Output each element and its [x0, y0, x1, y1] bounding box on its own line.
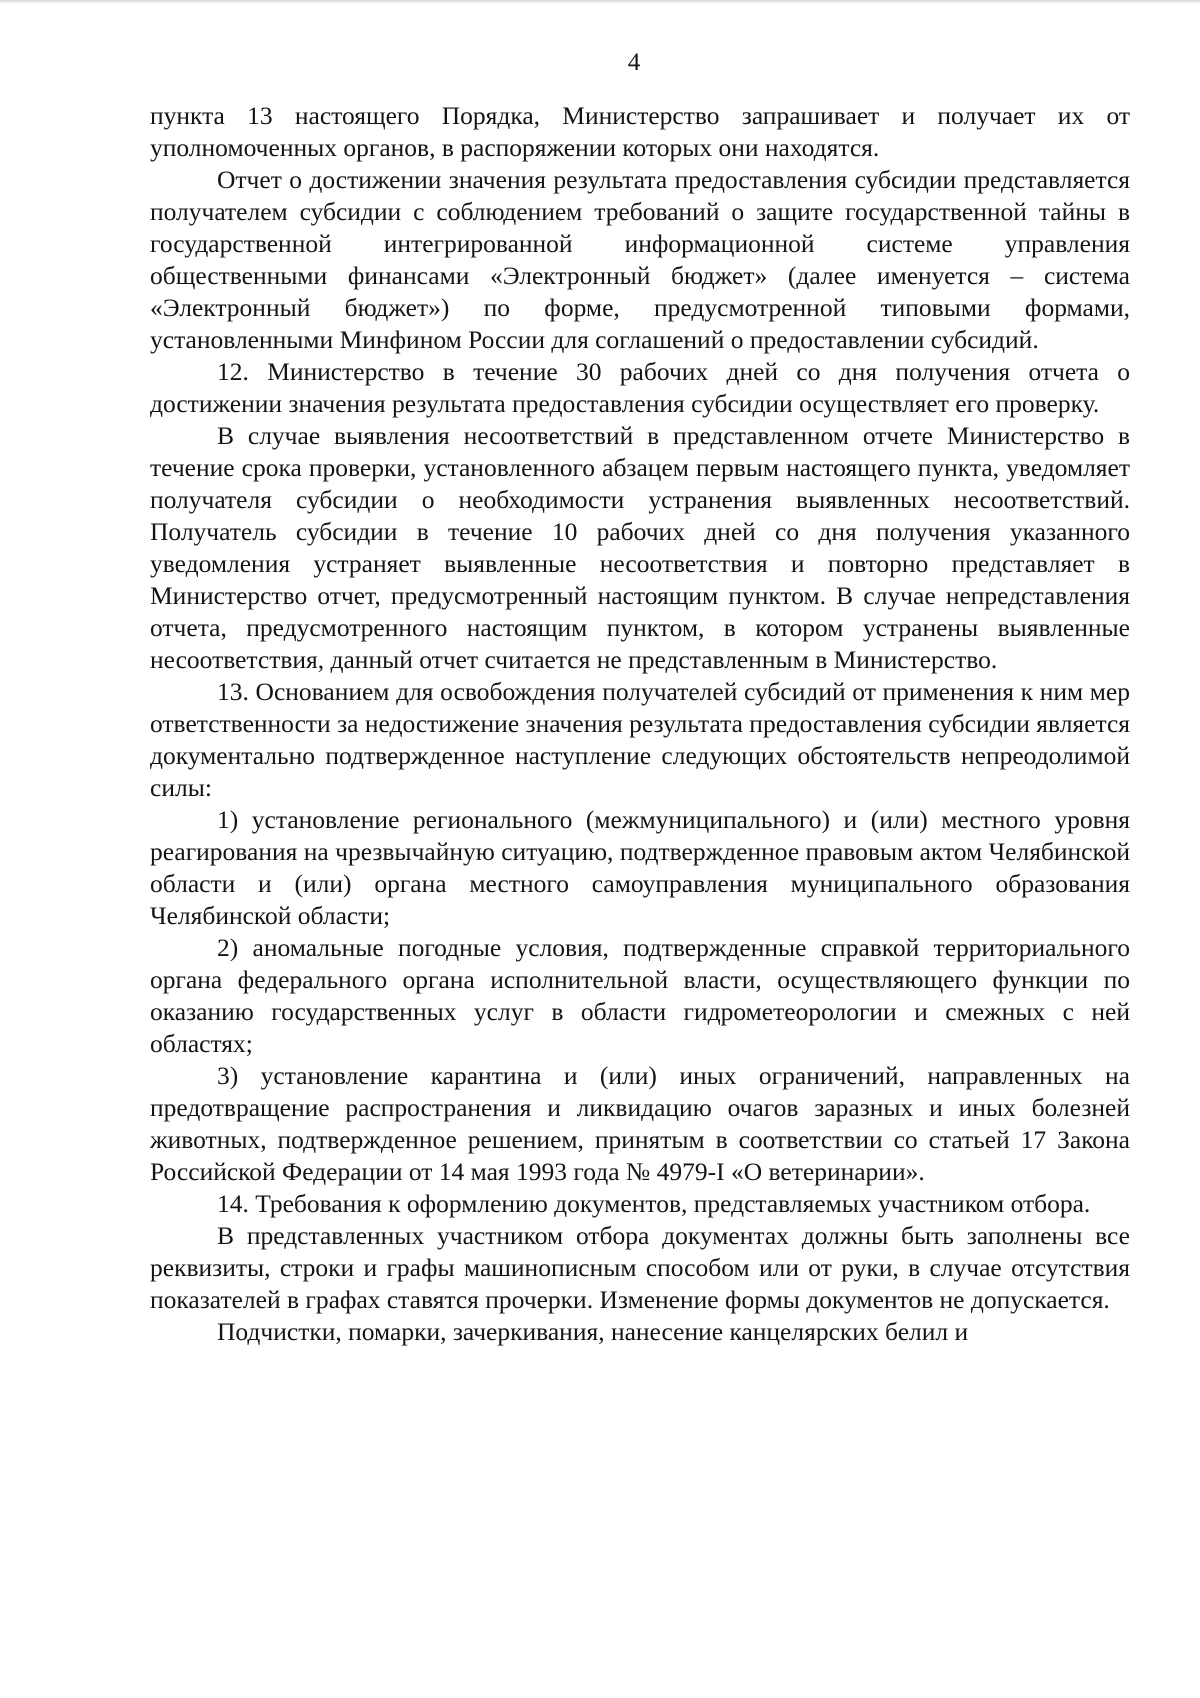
- paragraph: пункта 13 настоящего Порядка, Министерство запрашивает и получает их от уполномоченных органов, в распоряжении которых они находятся.: [150, 101, 1130, 162]
- paragraph-item-12: 12. Министерство в течение 30 рабочих дней со дня получения отчета о достижении значения результата предоставления субсидии осуществляет его проверку.: [150, 357, 1130, 418]
- page-number: 4: [627, 49, 641, 76]
- paragraph: Подчистки, помарки, зачеркивания, нанесение канцелярских белил и: [217, 1317, 969, 1346]
- list-item: 1) установление регионального (межмуниципального) и (или) местного уровня реагирования на чрезвычайную ситуацию, подтвержденное правовым актом Челябинской области и (или) органа местного самоуправления муниципального образования Челябинской области;: [150, 805, 1130, 930]
- list-item: 2) аномальные погодные условия, подтвержденные справкой территориального органа федерального органа исполнительной власти, осуществляющего функции по оказанию государственных услуг в области гидрометеорологии и смежных с ней областях;: [150, 933, 1130, 1058]
- paragraph: В представленных участником отбора документах должны быть заполнены все реквизиты, строки и графы машинописным способом или от руки, в случае отсутствия показателей в графах ставятся прочерки. Изменение формы документов не допускается.: [150, 1221, 1130, 1314]
- paragraph: В случае выявления несоответствий в представленном отчете Министерство в течение срока проверки, установленного абзацем первым настоящего пункта, уведомляет получателя субсидии о необходимости устранения выявленных несоответствий. Получатель субсидии в течение 10 рабочих дней со дня получения указанного уведомления устраняет выявленные несоответствия и повторно представляет в Министерство отчет, предусмотренный настоящим пунктом. В случае непредставления отчета, предусмотренного настоящим пунктом, в котором устранены выявленные несоответствия, данный отчет считается не представленным в Министерство.: [150, 421, 1130, 674]
- document-body: [150, 100, 1130, 1348]
- paragraph-item-14: 14. Требования к оформлению документов, представляемых участником отбора.: [217, 1189, 1091, 1218]
- scan-edge-artifact: [0, 0, 1200, 4]
- paragraph: Отчет о достижении значения результата предоставления субсидии представляется получателем субсидии с соблюдением требований о защите государственной тайны в государственной интегрированной информационной системе управления общественными финансами «Электронный бюджет» (далее именуется – система «Электронный бюджет») по форме, предусмотренной типовыми формами, установленными Минфином России для соглашений о предоставлении субсидий.: [150, 165, 1130, 354]
- paragraph-item-13: 13. Основанием для освобождения получателей субсидий от применения к ним мер ответственности за недостижение значения результата предоставления субсидии является документально подтвержденное наступление следующих обстоятельств непреодолимой силы:: [150, 677, 1130, 802]
- list-item: 3) установление карантина и (или) иных ограничений, направленных на предотвращение распространения и ликвидацию очагов заразных и иных болезней животных, подтвержденное решением, принятым в соответствии со статьей 17 Закона Российской Федерации от 14 мая 1993 года № 4979-I «О ветеринарии».: [150, 1061, 1130, 1186]
